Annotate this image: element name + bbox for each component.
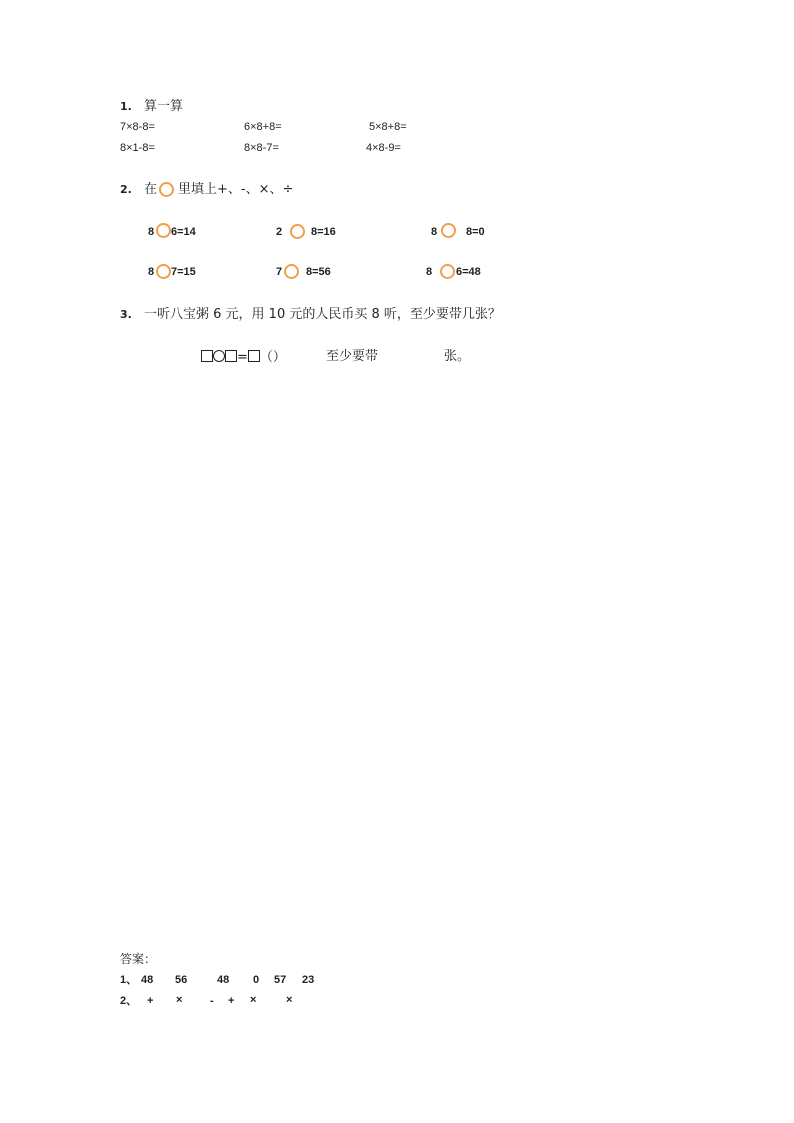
answer-value: +	[147, 995, 154, 1007]
calc-item: 4×8-9=	[366, 142, 401, 154]
paren: （）	[259, 350, 286, 365]
fill-left: 8	[426, 266, 433, 278]
question-2-number: 2.	[120, 183, 132, 196]
fill-right: 8=0	[466, 226, 485, 238]
calc-item: 5×8+8=	[369, 121, 407, 133]
circle-icon	[159, 182, 174, 197]
calc-item: 8×8-7=	[244, 142, 279, 154]
fill-left: 7	[276, 266, 283, 278]
question-2-title-after: 里填上+、-、×、÷	[178, 182, 294, 197]
calc-item: 8×1-8=	[120, 142, 155, 154]
operator-circle-input[interactable]	[284, 264, 299, 279]
answer-1-prefix: 1、	[120, 974, 138, 986]
answer-value: 48	[141, 974, 154, 986]
answer-suffix: 张。	[444, 349, 471, 364]
question-1-title: 算一算	[144, 99, 184, 114]
fill-right: 6=14	[171, 226, 196, 238]
answer-value: 23	[302, 974, 315, 986]
equation-template	[201, 350, 286, 364]
fill-left: 2	[276, 226, 283, 238]
answer-value: ×	[286, 994, 293, 1006]
calc-item: 7×8-8=	[120, 121, 155, 133]
answer-value: 57	[274, 974, 287, 986]
fill-right: 8=16	[311, 226, 336, 238]
fill-left: 8	[431, 226, 438, 238]
operator-circle-input[interactable]	[156, 223, 171, 238]
question-3-number: 3.	[120, 308, 132, 321]
answer-value: ×	[176, 994, 183, 1006]
fill-right: 8=56	[306, 266, 331, 278]
operator-circle-input[interactable]	[440, 264, 455, 279]
answer-value: +	[228, 995, 235, 1007]
fill-right: 6=48	[456, 266, 481, 278]
answer-box[interactable]	[248, 350, 260, 362]
operator-ring[interactable]	[213, 350, 225, 362]
answer-box[interactable]	[201, 350, 213, 362]
answer-value: 56	[175, 974, 188, 986]
operator-circle-input[interactable]	[441, 223, 456, 238]
fill-left: 8	[148, 226, 155, 238]
answer-value: 0	[253, 974, 260, 986]
answer-box[interactable]	[225, 350, 237, 362]
fill-left: 8	[148, 266, 155, 278]
answer-prefix: 至少要带	[326, 349, 379, 364]
operator-circle-input[interactable]	[290, 224, 305, 239]
answer-value: 48	[217, 974, 230, 986]
question-1-number: 1.	[120, 100, 132, 113]
answers-label: 答案：	[120, 952, 157, 966]
answer-value: ×	[250, 994, 257, 1006]
operator-circle-input[interactable]	[156, 264, 171, 279]
equals-sign: =	[237, 350, 248, 365]
answer-value: -	[210, 995, 214, 1007]
question-3-text: 一听八宝粥 6 元，用 10 元的人民币买 8 听，至少要带几张？	[144, 307, 501, 322]
fill-right: 7=15	[171, 266, 196, 278]
question-2-title-before: 在	[144, 182, 158, 197]
answer-2-prefix: 2、	[120, 995, 138, 1007]
calc-item: 6×8+8=	[244, 121, 282, 133]
